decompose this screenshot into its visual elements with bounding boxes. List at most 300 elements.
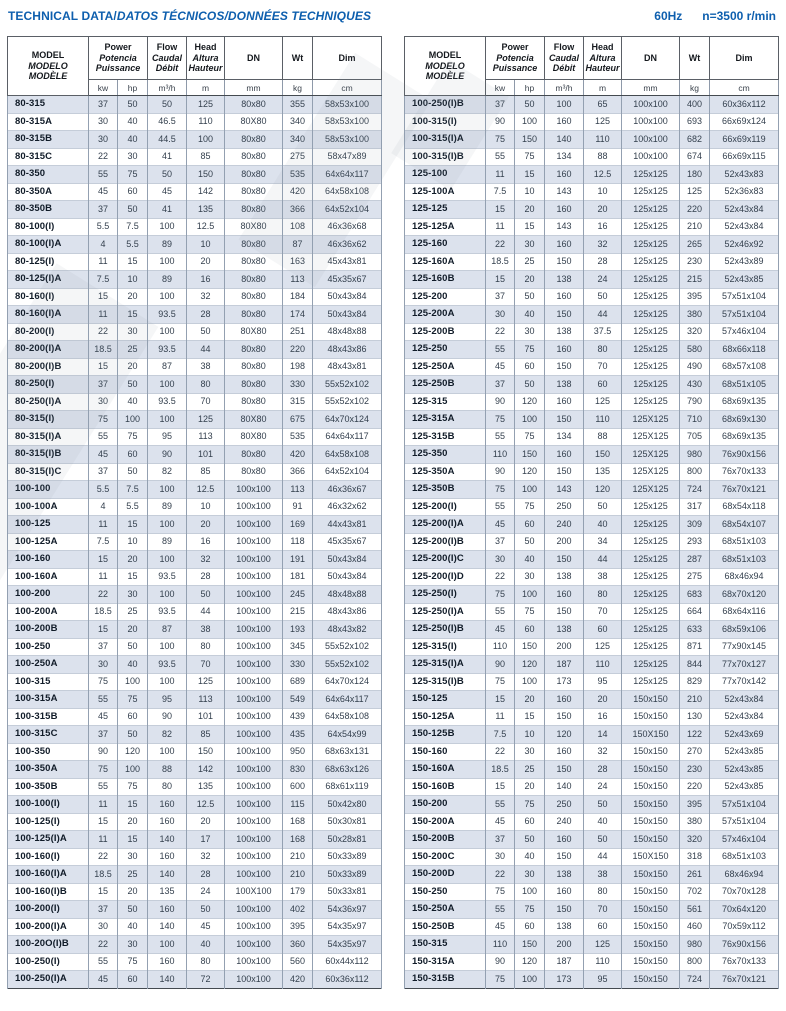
hp-cell: 15 [118,306,148,324]
dn-cell: 125x125 [622,306,680,324]
dn-cell: 150x150 [622,971,680,989]
head-cell: 150 [187,743,225,761]
wt-cell: 871 [680,638,710,656]
kw-cell: 30 [89,393,118,411]
head-cell: 110 [584,656,622,674]
hp-cell: 150 [515,638,545,656]
kw-cell: 11 [89,831,118,849]
head-cell: 125 [187,411,225,429]
unit-wt: kg [680,80,710,96]
kw-cell: 15 [89,551,118,569]
hp-cell: 30 [515,743,545,761]
power-label-fr: Puissance [95,63,141,74]
flow-label-en: Flow [156,41,178,52]
hp-cell: 50 [515,831,545,849]
flow-cell: 187 [545,953,584,971]
head-cell: 40 [187,936,225,954]
dim-cell: 57x51x104 [710,813,779,831]
dn-cell: 100x100 [225,796,283,814]
wt-cell: 844 [680,656,710,674]
dn-cell: 80x80 [225,201,283,219]
dim-cell: 50x30x81 [313,813,382,831]
dim-cell: 50x43x84 [313,568,382,586]
hp-cell: 120 [515,393,545,411]
wt-cell: 395 [680,796,710,814]
dim-label: Dim [338,52,356,63]
flow-cell: 100 [148,288,187,306]
kw-cell: 45 [486,813,515,831]
dim-cell: 68x69x135 [710,393,779,411]
table-row [8,393,382,411]
dim-cell: 52x43x85 [710,761,779,779]
flow-label-en: Flow [553,41,575,52]
table-row [405,533,779,551]
table-row [8,306,382,324]
unit-flow: m³/h [148,80,187,96]
kw-cell: 75 [486,586,515,604]
dn-cell: 125X125 [622,428,680,446]
flow-cell: 160 [545,393,584,411]
dn-cell: 125x125 [622,516,680,534]
head-cell: 50 [187,586,225,604]
wt-cell: 435 [283,726,313,744]
kw-cell: 45 [486,516,515,534]
hp-cell: 60 [515,918,545,936]
head-cell: 85 [187,463,225,481]
table-row [8,288,382,306]
flow-cell: 173 [545,971,584,989]
dn-cell: 100x100 [225,498,283,516]
hp-cell: 25 [515,253,545,271]
wt-cell: 580 [680,341,710,359]
flow-cell: 160 [545,586,584,604]
flow-cell: 89 [148,498,187,516]
wt-cell: 430 [680,376,710,394]
kw-cell: 4 [89,236,118,254]
dn-cell: 125x125 [622,533,680,551]
flow-cell: 88 [148,761,187,779]
dn-cell: 100x100 [225,918,283,936]
hp-cell: 75 [515,796,545,814]
flow-cell: 150 [545,253,584,271]
head-cell: 70 [187,656,225,674]
dim-cell: 50x43x84 [313,551,382,569]
hp-cell: 20 [118,621,148,639]
model-cell: 150-160A [405,761,486,779]
model-cell: 150-200C [405,848,486,866]
dn-label: DN [247,52,260,63]
dim-cell: 68x51x103 [710,551,779,569]
table-row [405,971,779,989]
table-row [8,428,382,446]
dim-cell: 48x48x88 [313,323,382,341]
kw-cell: 15 [89,813,118,831]
model-cell: 80-100(I) [8,218,89,236]
dn-cell: 100x100 [225,568,283,586]
kw-cell: 75 [89,673,118,691]
head-cell: 80 [187,953,225,971]
dn-cell: 100x100 [225,743,283,761]
model-cell: 125-200(I)A [405,516,486,534]
wt-cell: 980 [680,936,710,954]
kw-cell: 30 [89,918,118,936]
kw-cell: 18.5 [89,603,118,621]
dim-cell: 70x64x120 [710,901,779,919]
wt-cell: 113 [283,271,313,289]
model-cell: 150-125 [405,691,486,709]
unit-hp: hp [118,80,148,96]
hp-cell: 40 [515,551,545,569]
head-cell: 80 [187,376,225,394]
wt-cell: 420 [283,971,313,989]
wt-cell: 261 [680,866,710,884]
table-row [405,551,779,569]
kw-cell: 22 [486,236,515,254]
kw-cell: 75 [486,131,515,149]
model-cell: 100-350B [8,778,89,796]
hp-cell: 7.5 [118,218,148,236]
table-body-right [405,96,779,989]
table-row [405,183,779,201]
wt-cell: 174 [283,306,313,324]
hp-cell: 100 [515,113,545,131]
head-cell: 32 [187,288,225,306]
kw-cell: 45 [89,971,118,989]
wt-cell: 130 [680,708,710,726]
table-row [8,236,382,254]
model-cell: 80-350B [8,201,89,219]
hp-cell: 25 [118,603,148,621]
head-cell: 50 [584,831,622,849]
kw-cell: 22 [486,866,515,884]
head-cell: 101 [187,446,225,464]
head-cell: 40 [584,516,622,534]
hp-cell: 60 [118,971,148,989]
wt-cell: 230 [680,761,710,779]
model-cell: 150-160 [405,743,486,761]
table-row [8,358,382,376]
kw-cell: 110 [486,446,515,464]
unit-flow: m³/h [545,80,584,96]
head-cell: 20 [584,691,622,709]
model-cell: 100-350A [8,761,89,779]
model-cell: 80-125(I) [8,253,89,271]
dn-cell: 80x80 [225,376,283,394]
hp-cell: 40 [118,918,148,936]
flow-cell: 160 [545,288,584,306]
model-cell: 125-160 [405,236,486,254]
head-cell: 60 [584,376,622,394]
flow-cell: 100 [545,96,584,114]
dn-cell: 150x150 [622,901,680,919]
dn-cell: 125x125 [622,218,680,236]
flow-cell: 100 [148,253,187,271]
wt-cell: 420 [283,183,313,201]
kw-cell: 37 [486,533,515,551]
kw-cell: 37 [89,901,118,919]
flow-cell: 138 [545,323,584,341]
wt-cell: 169 [283,516,313,534]
dim-cell: 52x43x69 [710,726,779,744]
kw-cell: 75 [486,883,515,901]
head-cell: 135 [584,463,622,481]
head-cell: 142 [187,183,225,201]
dn-cell: 100x100 [225,708,283,726]
dim-cell: 44x43x81 [313,516,382,534]
dn-cell: 150x150 [622,796,680,814]
dn-cell: 100x100 [225,778,283,796]
head-cell: 110 [584,953,622,971]
flow-cell: 150 [545,463,584,481]
head-cell: 17 [187,831,225,849]
hp-cell: 100 [515,586,545,604]
model-cell: 100-100A [8,498,89,516]
dn-cell: 125x125 [622,253,680,271]
head-cell: 50 [187,323,225,341]
model-cell: 125-160B [405,271,486,289]
dn-cell: 100x100 [225,586,283,604]
model-cell: 125-315(I)A [405,656,486,674]
head-cell: 24 [584,271,622,289]
head-cell: 32 [584,236,622,254]
head-cell: 110 [584,131,622,149]
wt-cell: 287 [680,551,710,569]
dn-cell: 150x150 [622,778,680,796]
hp-cell: 15 [515,708,545,726]
kw-cell: 37 [89,726,118,744]
dim-cell: 68x69x135 [710,428,779,446]
model-cell: 125-315(I)B [405,673,486,691]
model-label-en: MODEL [31,49,65,60]
wt-cell: 163 [283,253,313,271]
table-row [405,323,779,341]
head-cell: 50 [584,288,622,306]
dim-cell: 46x36x62 [313,236,382,254]
head-cell: 20 [584,201,622,219]
kw-cell: 7.5 [89,533,118,551]
page-title-main: TECHNICAL DATA/ [8,9,117,23]
model-cell: 125-250B [405,376,486,394]
hp-cell: 5.5 [118,498,148,516]
flow-cell: 90 [148,446,187,464]
head-cell: 12.5 [187,218,225,236]
wt-cell: 210 [680,218,710,236]
model-cell: 100-160A [8,568,89,586]
hp-cell: 100 [515,883,545,901]
model-cell: 150-250 [405,883,486,901]
wt-cell: 800 [680,463,710,481]
dn-cell: 125x125 [622,393,680,411]
hp-cell: 40 [515,306,545,324]
dim-cell: 52x43x83 [710,166,779,184]
dn-cell: 80X80 [225,428,283,446]
head-cell: 110 [584,411,622,429]
head-cell: 125 [584,936,622,954]
dim-cell: 54x35x97 [313,936,382,954]
model-cell: 80-350 [8,166,89,184]
head-cell: 38 [187,621,225,639]
wt-cell: 395 [283,918,313,936]
dn-cell: 80x80 [225,463,283,481]
table-row [405,166,779,184]
flow-cell: 140 [148,866,187,884]
model-cell: 80-200(I) [8,323,89,341]
dn-cell: 125x125 [622,288,680,306]
dn-cell: 100x100 [225,656,283,674]
column-header-flow [148,37,187,80]
dim-cell: 68x51x103 [710,533,779,551]
head-cell: 44 [187,341,225,359]
table-row [8,796,382,814]
dim-cell: 45x43x81 [313,253,382,271]
dim-cell: 57x51x104 [710,288,779,306]
wt-cell: 345 [283,638,313,656]
flow-cell: 138 [545,271,584,289]
dn-cell: 100x100 [225,761,283,779]
flow-cell: 173 [545,673,584,691]
hp-cell: 75 [118,166,148,184]
dim-cell: 68x51x103 [710,848,779,866]
dim-cell: 64x64x117 [313,428,382,446]
hp-cell: 15 [515,166,545,184]
kw-cell: 110 [486,638,515,656]
dim-cell: 58x47x89 [313,148,382,166]
kw-cell: 11 [89,516,118,534]
dim-cell: 68x63x131 [313,743,382,761]
wt-cell: 490 [680,358,710,376]
dim-cell: 64x54x99 [313,726,382,744]
wt-cell: 674 [680,148,710,166]
flow-cell: 100 [148,586,187,604]
dim-cell: 50x42x80 [313,796,382,814]
wt-cell: 265 [680,236,710,254]
kw-cell: 55 [486,796,515,814]
wt-cell: 549 [283,691,313,709]
flow-cell: 100 [148,218,187,236]
dn-cell: 125x125 [622,638,680,656]
wt-cell: 535 [283,428,313,446]
hp-cell: 20 [118,288,148,306]
model-cell: 80-315(I)A [8,428,89,446]
hp-cell: 50 [118,96,148,114]
table-row [8,131,382,149]
dim-cell: 76x70x133 [710,463,779,481]
table-row [405,656,779,674]
column-header-dn [225,37,283,80]
dim-cell: 68x69x130 [710,411,779,429]
wt-cell: 113 [283,481,313,499]
dn-cell: 100x100 [225,848,283,866]
kw-cell: 55 [89,953,118,971]
table-row [8,113,382,131]
flow-cell: 240 [545,516,584,534]
dn-cell: 150x150 [622,743,680,761]
hp-cell: 75 [118,691,148,709]
dim-cell: 64x58x108 [313,183,382,201]
dim-cell: 68x66x118 [710,341,779,359]
dn-cell: 80X80 [225,411,283,429]
dn-cell: 100x100 [225,516,283,534]
dn-cell: 150x150 [622,691,680,709]
model-cell: 125-100A [405,183,486,201]
hp-cell: 40 [515,848,545,866]
flow-cell: 160 [148,813,187,831]
flow-cell: 140 [148,831,187,849]
dn-cell: 125x125 [622,236,680,254]
flow-cell: 160 [545,446,584,464]
model-cell: 100-125A [8,533,89,551]
flow-cell: 160 [148,796,187,814]
unit-kw: kw [486,80,515,96]
dim-cell: 70x59x112 [710,918,779,936]
model-cell: 150-200 [405,796,486,814]
wt-cell: 180 [680,166,710,184]
wt-cell: 366 [283,201,313,219]
flow-cell: 95 [148,428,187,446]
table-header [8,37,382,96]
dn-cell: 100x100 [225,901,283,919]
dn-cell: 100x100 [225,621,283,639]
wt-cell: 91 [283,498,313,516]
wt-cell: 317 [680,498,710,516]
kw-cell: 18.5 [486,253,515,271]
dim-cell: 55x52x102 [313,638,382,656]
wt-cell: 181 [283,568,313,586]
wt-cell: 830 [283,761,313,779]
hp-cell: 75 [118,428,148,446]
table-row [405,953,779,971]
head-cell: 12.5 [187,481,225,499]
hp-cell: 15 [118,831,148,849]
dn-cell: 125x125 [622,166,680,184]
model-cell: 80-315 [8,96,89,114]
dim-cell: 68x54x107 [710,516,779,534]
model-cell: 100-160 [8,551,89,569]
model-cell: 125-200(I)C [405,551,486,569]
dn-cell: 100x100 [225,726,283,744]
kw-cell: 15 [89,621,118,639]
dim-cell: 50x43x84 [313,288,382,306]
kw-cell: 11 [89,568,118,586]
flow-cell: 150 [545,551,584,569]
dim-cell: 52x43x85 [710,743,779,761]
table-row [405,113,779,131]
dim-cell: 68x61x119 [313,778,382,796]
model-cell: 100-100(I) [8,796,89,814]
kw-cell: 110 [486,936,515,954]
model-cell: 125-125A [405,218,486,236]
dim-cell: 46x36x67 [313,481,382,499]
table-row [405,708,779,726]
kw-cell: 37 [486,376,515,394]
kw-cell: 37 [89,638,118,656]
hp-cell: 50 [118,638,148,656]
table-row [405,446,779,464]
kw-cell: 18.5 [89,866,118,884]
model-cell: 125-315B [405,428,486,446]
table-row [8,778,382,796]
dn-cell: 150x150 [622,918,680,936]
table-row [405,568,779,586]
model-cell: 100-200(I)A [8,918,89,936]
hp-cell: 30 [515,866,545,884]
dn-cell: 150x150 [622,953,680,971]
power-label-en: Power [104,41,132,52]
wt-cell: 193 [283,621,313,639]
head-cell: 24 [187,883,225,901]
table-row [8,481,382,499]
dn-cell: 125x125 [622,183,680,201]
